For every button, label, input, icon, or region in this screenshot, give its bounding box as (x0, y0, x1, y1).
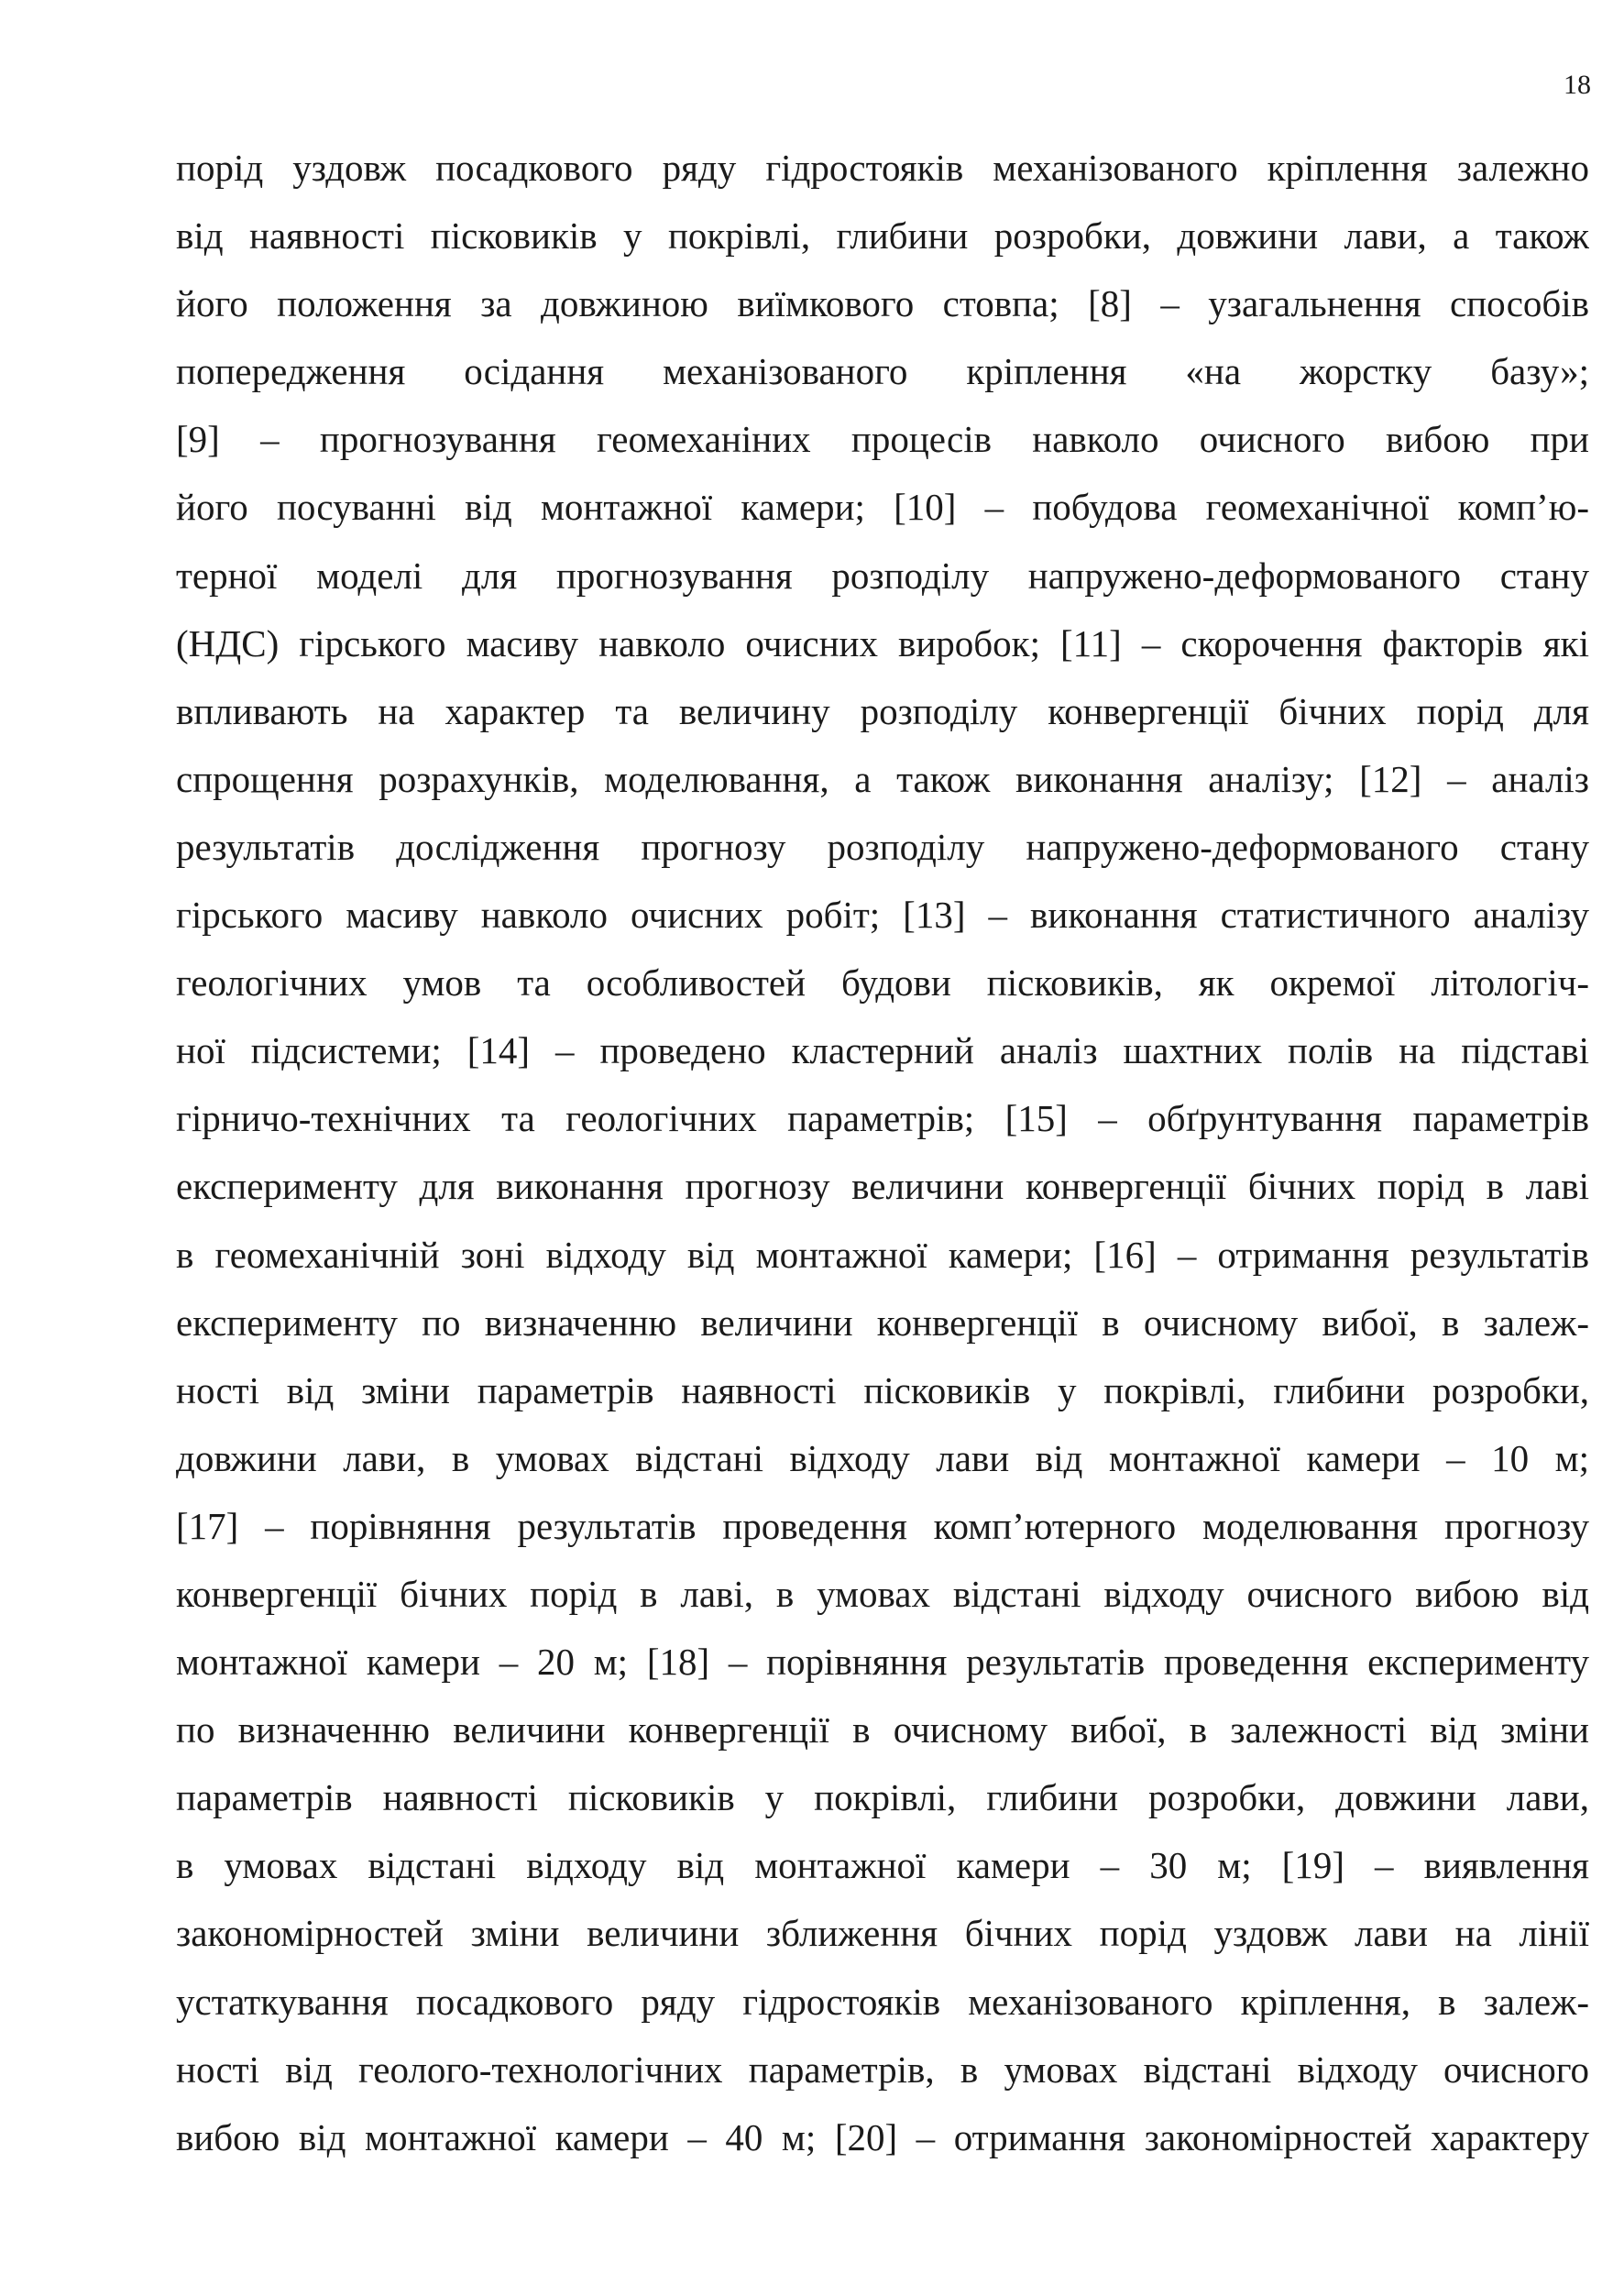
text-line: експерименту для виконання прогнозу величини конвергенції бічних порід в лаві (176, 1165, 1589, 1208)
text-line: геологічних умов та особливостей будови пісковиків, як окремої літологіч- (176, 961, 1589, 1005)
text-line: ності від геолого-технологічних параметрів, в умовах відстані відходу очисного (176, 2048, 1589, 2091)
text-line: впливають на характер та величину розподілу конвергенції бічних порід для (176, 689, 1589, 732)
text-line: [17] – порівняння результатів проведення комп’ютерного моделювання прогнозу (176, 1504, 1589, 1547)
text-line: (НДС) гірського масиву навколо очисних виробок; [11] – скорочення факторів які (176, 621, 1589, 664)
text-line: монтажної камери – 20 м; [18] – порівняння результатів проведення експерименту (176, 1641, 1589, 1684)
text-line: гірничо-технічних та геологічних параметрів; [15] – обґрунтування параметрів (176, 1097, 1589, 1140)
text-line: його положення за довжиною виїмкового стовпа; [8] – узагальнення способів (176, 282, 1589, 325)
text-line: закономірностей зміни величини зближення бічних порід уздовж лави на лінії (176, 1912, 1589, 1955)
text-line: від наявності пісковиків у покрівлі, глибини розробки, довжини лави, а також (176, 214, 1589, 258)
text-line: гірського масиву навколо очисних робіт; [13] – виконання статистичного аналізу (176, 894, 1589, 937)
text-line: параметрів наявності пісковиків у покрівлі, глибини розробки, довжини лави, (176, 1776, 1589, 1819)
text-line: попередження осідання механізованого кріплення «на жорстку базу»; (176, 350, 1589, 393)
text-line: спрощення розрахунків, моделювання, а також виконання аналізу; [12] – аналіз (176, 757, 1589, 800)
page-number: 18 (1564, 70, 1591, 100)
text-line: результатів дослідження прогнозу розподілу напружено-деформованого стану (176, 825, 1589, 868)
text-line: [9] – прогнозування геомеханіних процесів навколо очисного вибою при (176, 418, 1589, 461)
text-line: в умовах відстані відходу від монтажної камери – 30 м; [19] – виявлення (176, 1844, 1589, 1887)
text-line: довжини лави, в умовах відстані відходу лави від монтажної камери – 10 м; (176, 1436, 1589, 1479)
text-line: устаткування посадкового ряду гідростояків механізованого кріплення, в залеж- (176, 1980, 1589, 2023)
text-line: вибою від монтажної камери – 40 м; [20] – отримання закономірностей характеру (176, 2115, 1589, 2158)
body-text (176, 134, 1589, 2171)
text-line: експерименту по визначенню величини конвергенції в очисному вибої, в залеж- (176, 1301, 1589, 1344)
text-line: конвергенції бічних порід в лаві, в умовах відстані відходу очисного вибою від (176, 1572, 1589, 1615)
text-line: терної моделі для прогнозування розподілу напружено-деформованого стану (176, 554, 1589, 597)
text-line: порід уздовж посадкового ряду гідростояків механізованого кріплення залежно (176, 147, 1589, 189)
text-line: його посуванні від монтажної камери; [10] – побудова геомеханічної комп’ю- (176, 486, 1589, 529)
text-line: ної підсистеми; [14] – проведено кластерний аналіз шахтних полів на підставі (176, 1029, 1589, 1072)
text-line: по визначенню величини конвергенції в очисному вибої, в залежності від зміни (176, 1708, 1589, 1751)
text-line: ності від зміни параметрів наявності пісковиків у покрівлі, глибини розробки, (176, 1368, 1589, 1411)
text-line: в геомеханічній зоні відходу від монтажної камери; [16] – отримання результатів (176, 1233, 1589, 1276)
